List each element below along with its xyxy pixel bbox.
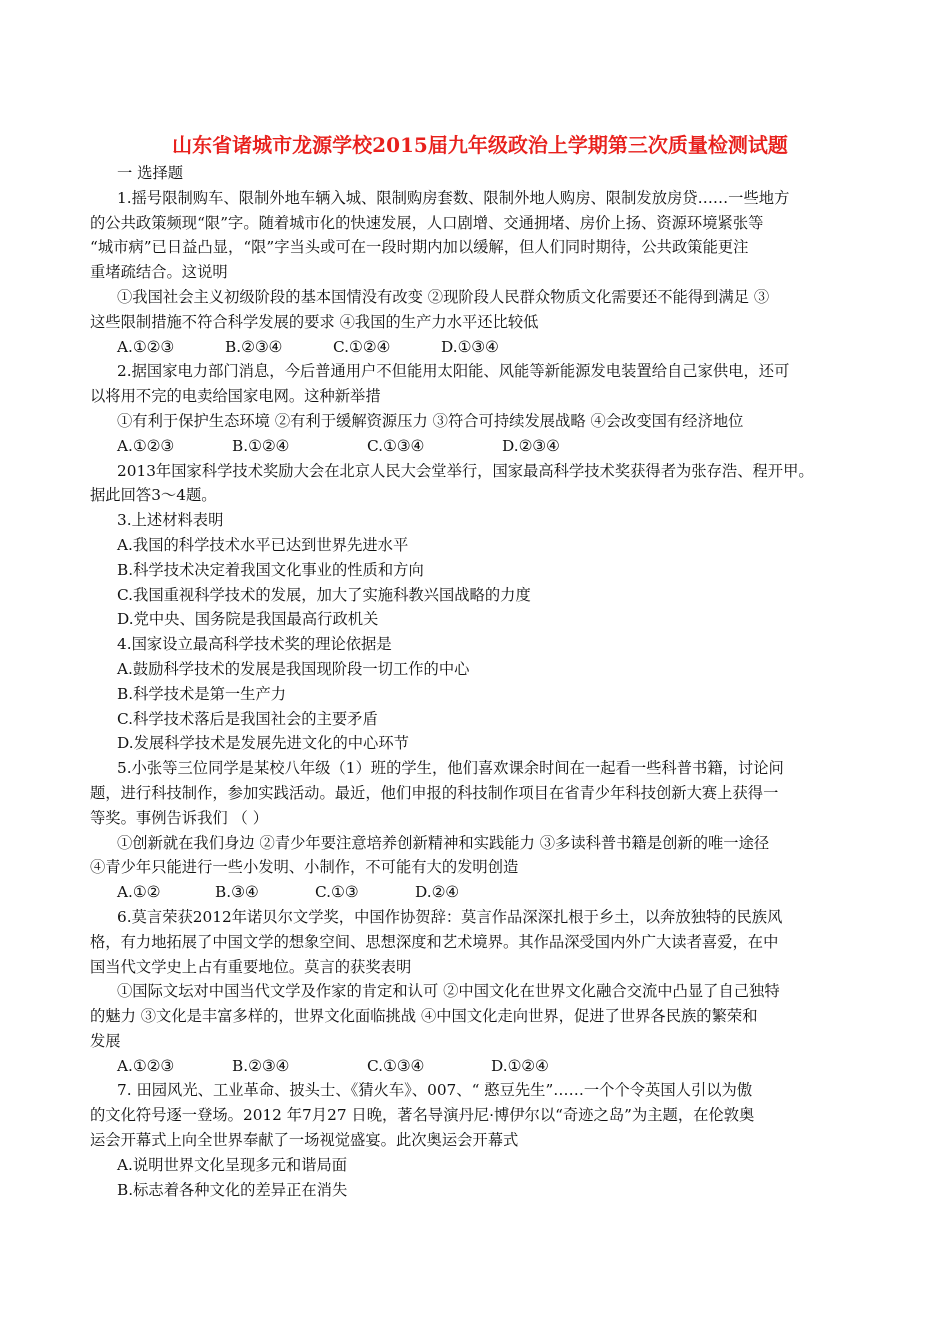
question-2 [90,359,870,458]
option-b: B.③④ [215,883,259,902]
option-a: A.①②③ [117,337,175,356]
statement-list: ④青少年只能进行一些小发明、小制作，不可能有大的发明创造 [90,858,519,877]
exam-page [90,131,870,1202]
question-text: 格，有力地拓展了中国文学的想象空间、思想深度和艺术境界。其作品深受国内外广大读者喜爱，在中 [90,932,779,951]
option-c: C.科学技术落后是我国社会的主要矛盾 [117,709,378,728]
statement-list: 这些限制措施不符合科学发展的要求 ④我国的生产力水平还比较低 [90,312,539,331]
answer-options [90,335,870,360]
option-a: A.①②③ [117,436,175,455]
option-c: C.①③④ [367,436,425,455]
option-b: B.②③④ [232,1056,290,1075]
option-d: D.①②④ [491,1056,549,1075]
answer-options [90,434,870,459]
question-text: 1.摇号限制购车、限制外地车辆入城、限制购房套数、限制外地人购房、限制发放房贷……一些地方 [117,188,790,207]
question-text: 国当代文学史上占有重要地位。莫言的获奖表明 [90,957,412,976]
material-text: 据此回答3～4题。 [90,486,217,505]
option-d: D.①③④ [441,337,499,356]
question-text: 2.据国家电力部门消息，今后普通用户不但能用太阳能、风能等新能源发电装置给自己家供电，还可 [117,362,790,381]
question-3 [90,508,870,632]
question-text: 4.国家设立最高科学技术奖的理论依据是 [117,635,392,654]
question-text: “城市病”已日益凸显，“限”字当头或可在一段时期内加以缓解，但人们同时期待，公共政策能更注 [90,238,749,257]
option-b: B.科学技术是第一生产力 [117,684,287,703]
question-text: 以将用不完的电卖给国家电网。这种新举措 [90,387,381,406]
question-text: 3.上述材料表明 [117,511,224,530]
statement-list: 发展 [90,1031,121,1050]
answer-options [90,1054,870,1079]
question-text: 的文化符号逐一登场。2012 年7月27 日晚，著名导演丹尼·博伊尔以“奇迹之岛”为主题，在伦敦奥 [90,1106,755,1125]
section-heading: 一 选择题 [117,164,184,182]
option-a: A.我国的科学技术水平已达到世界先进水平 [117,535,409,554]
statement-list: ①国际文坛对中国当代文学及作家的肯定和认可 ②中国文化在世界文化融合交流中凸显了自己独特 [117,982,780,1001]
question-text: 7. 田园风光、工业革命、披头士、《猜火车》、007、“ 憨豆先生”……一个个令英国人引以为傲 [117,1081,753,1100]
question-1 [90,186,870,360]
statement-list: ①我国社会主义初级阶段的基本国情没有改变 ②现阶段人民群众物质文化需要还不能得到满足 ③ [117,287,770,306]
option-a: A.①② [117,883,161,902]
option-a: A.①②③ [117,1056,175,1075]
question-text: 重堵疏结合。这说明 [90,263,228,282]
option-a: A.鼓励科学技术的发展是我国现阶段一切工作的中心 [117,659,470,678]
option-a: A.说明世界文化呈现多元和谐局面 [117,1155,348,1174]
material-text: 2013年国家科学技术奖励大会在北京人民大会堂举行，国家最高科学技术奖获得者为张存浩、程开甲。 [117,461,814,480]
option-c: C.我国重视科学技术的发展，加大了实施科教兴国战略的力度 [117,585,531,604]
page-title: 山东省诸城市龙源学校2015届九年级政治上学期第三次质量检测试题 [172,133,788,157]
question-5 [90,756,870,905]
statement-list: ①有利于保护生态环境 ②有利于缓解资源压力 ③符合可持续发展战略 ④会改变国有经济地位 [117,411,744,430]
option-d: D.②③④ [502,436,560,455]
question-text: 运会开幕式上向全世界奉献了一场视觉盛宴。此次奥运会开幕式 [90,1131,519,1150]
option-b: B.标志着各种文化的差异正在消失 [117,1180,348,1199]
option-c: C.①②④ [333,337,391,356]
option-b: B.①②④ [232,436,290,455]
question-6 [90,905,870,1079]
option-d: D.党中央、国务院是我国最高行政机关 [117,610,379,629]
question-text: 6.莫言荣获2012年诺贝尔文学奖，中国作协贺辞：莫言作品深深扎根于乡土，以奔放独特的民族风 [117,907,783,926]
statement-list: 的魅力 ③文化是丰富多样的，世界文化面临挑战 ④中国文化走向世界，促进了世界各民族的繁荣和 [90,1007,758,1026]
option-d: D.发展科学技术是发展先进文化的中心环节 [117,734,409,753]
statement-list: ①创新就在我们身边 ②青少年要注意培养创新精神和实践能力 ③多读科普书籍是创新的唯一途径 [117,833,770,852]
question-text: 题，进行科技制作，参加实践活动。最近，他们申报的科技制作项目在省青少年科技创新大赛上获得一 [90,783,779,802]
option-c: C.①③ [315,883,359,902]
answer-options [90,880,870,905]
question-7 [90,1078,870,1202]
option-b: B.科学技术决定着我国文化事业的性质和方向 [117,560,424,579]
question-text: 的公共政策频现“限”字。随着城市化的快速发展，人口剧增、交通拥堵、房价上扬、资源环境紧张等 [90,213,764,232]
option-b: B.②③④ [225,337,283,356]
material-passage [90,459,870,509]
question-text: 5.小张等三位同学是某校八年级（1）班的学生，他们喜欢课余时间在一起看一些科普书籍，讨论问 [117,759,784,778]
question-4 [90,632,870,756]
option-d: D.②④ [415,883,460,902]
question-text: 等奖。事例告诉我们 （ ） [90,808,268,827]
option-c: C.①③④ [367,1056,425,1075]
